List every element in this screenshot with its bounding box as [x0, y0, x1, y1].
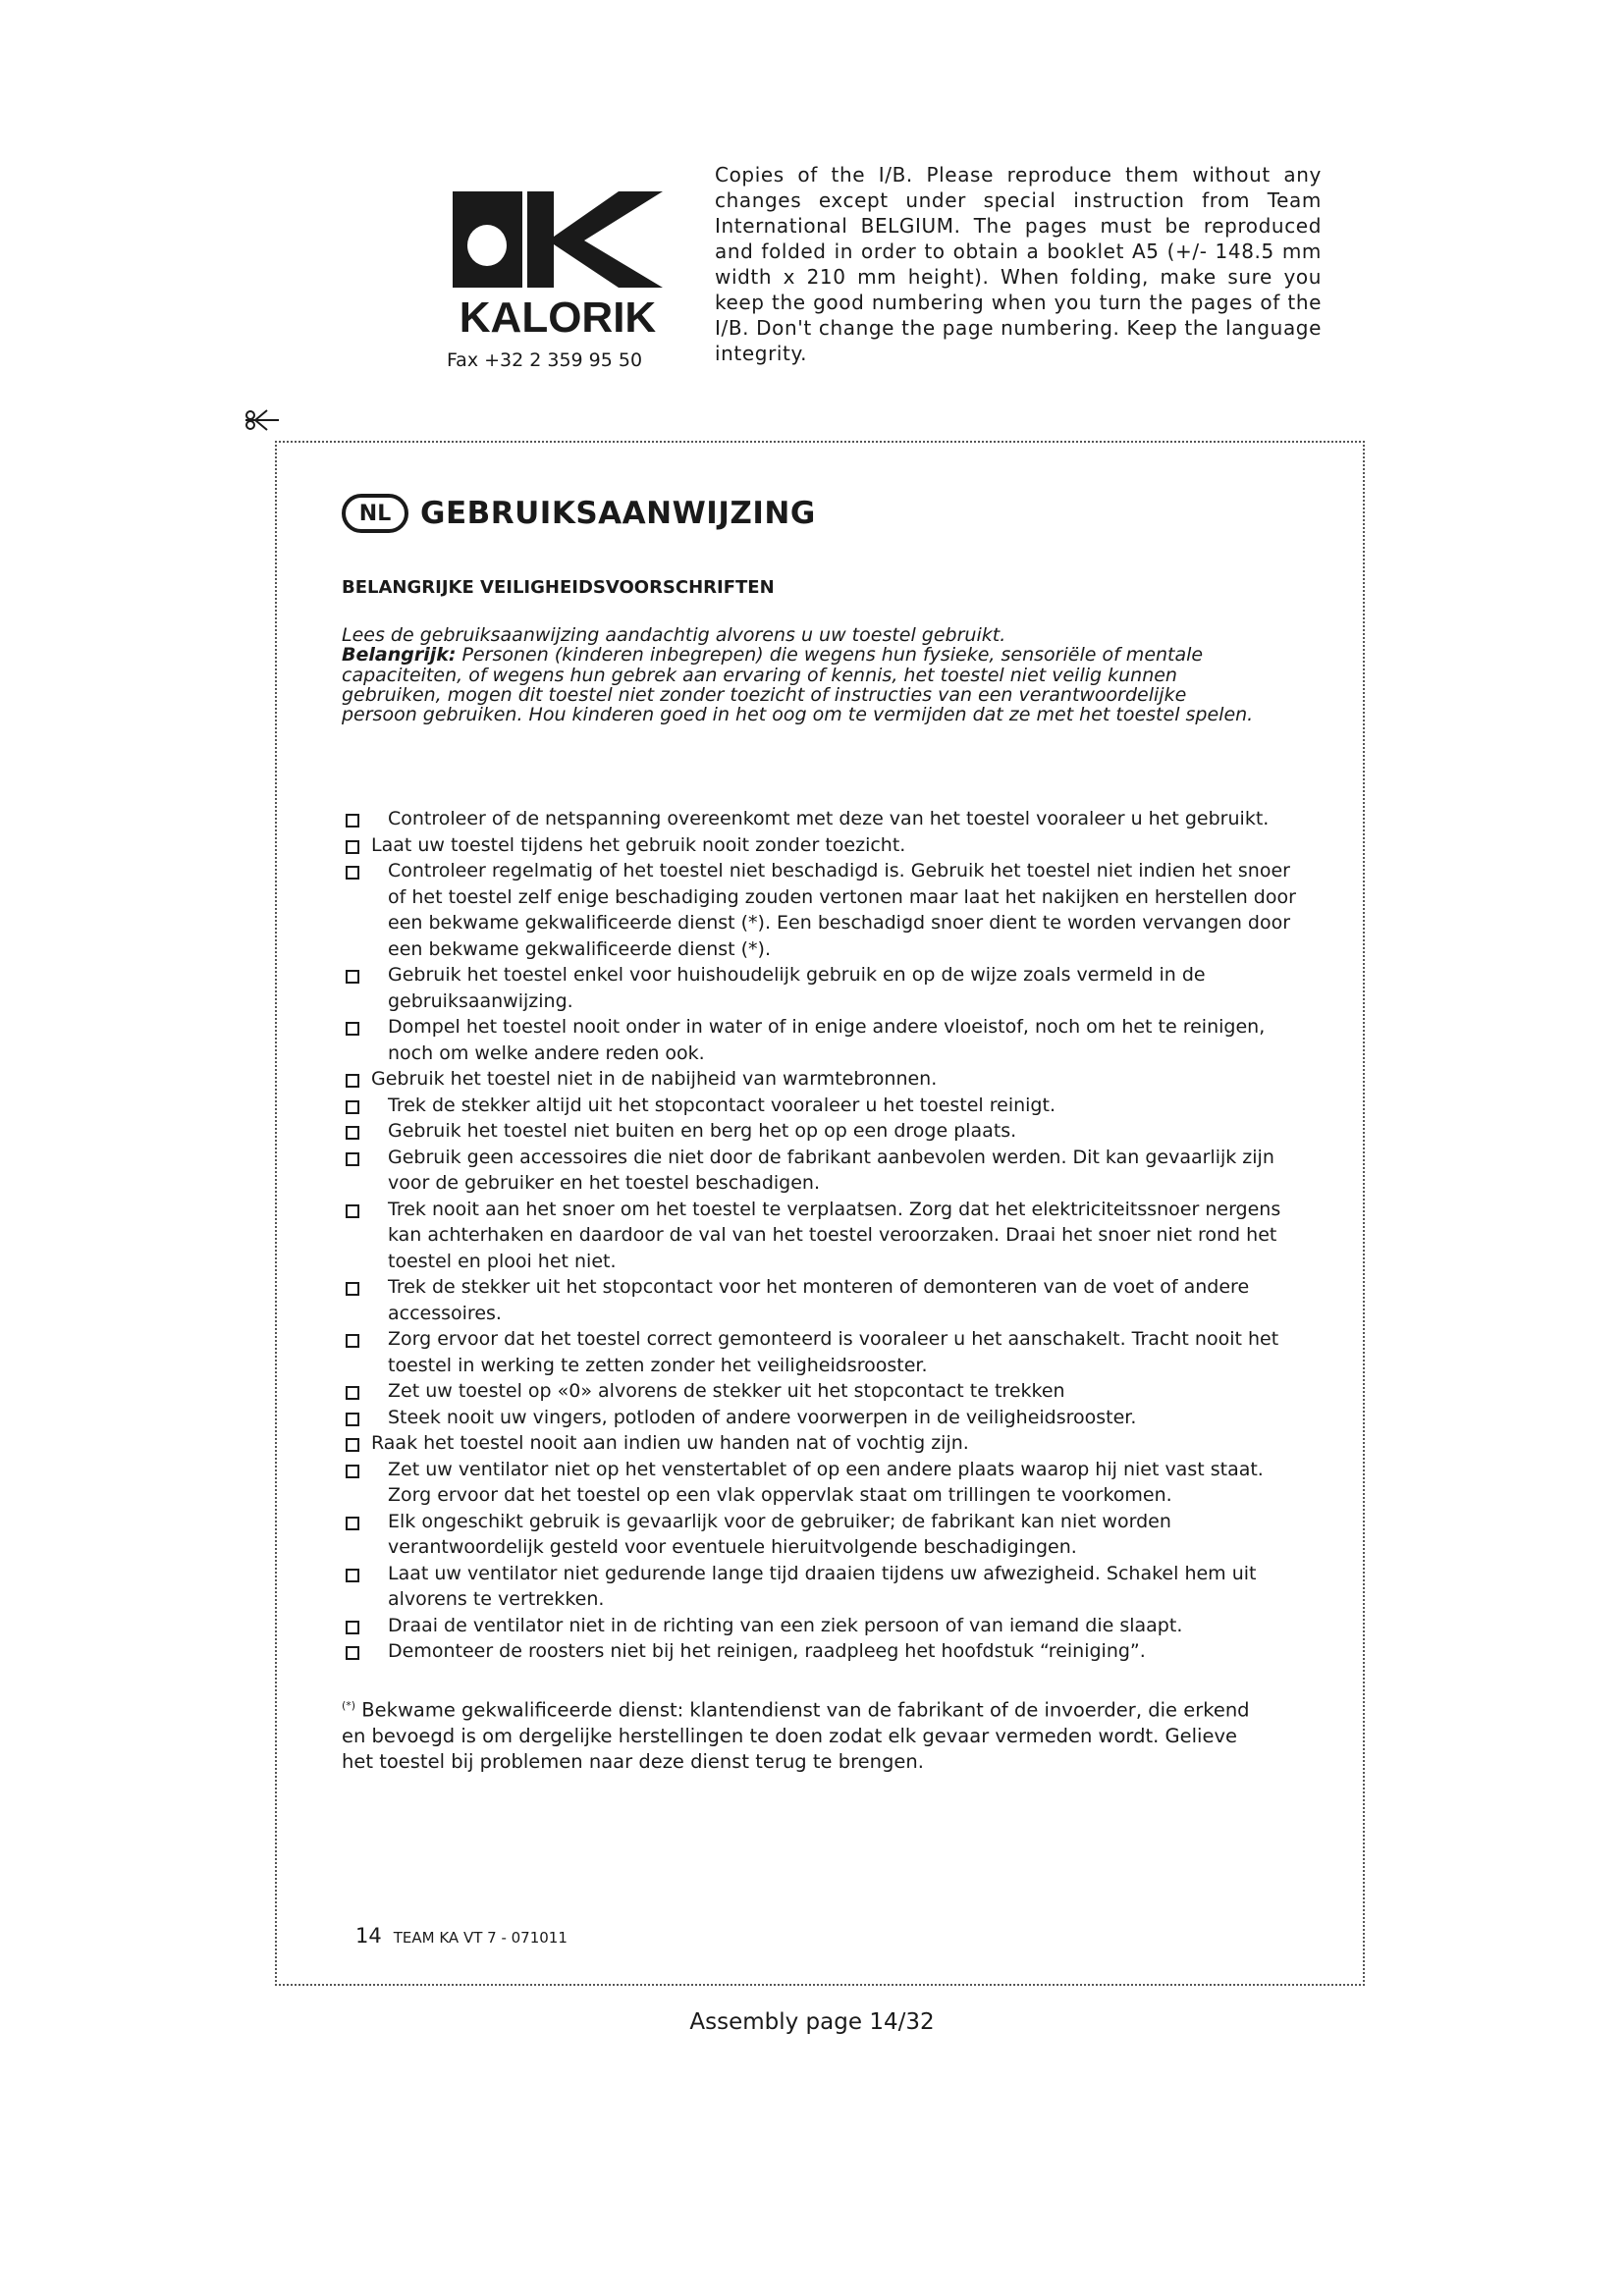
- list-item-text: Laat uw toestel tijdens het gebruik nooit zonder toezicht.: [371, 833, 906, 856]
- list-item: [344, 858, 1296, 962]
- list-item: [344, 1509, 1296, 1561]
- list-item-text: Steek nooit uw vingers, potloden of andere voorwerpen in de veiligheidsrooster.: [388, 1406, 1137, 1428]
- checkbox-icon: [346, 1282, 359, 1296]
- checkbox-icon: [346, 1152, 359, 1166]
- intro-label: Belangrijk:: [342, 644, 457, 667]
- checkbox-icon: [346, 1204, 359, 1218]
- copies-notice: Copies of the I/B. Please reproduce them without any changes except under special instruction from Team International BELGIUM. The pages must be reproduced and folded in order to obtain a booklet A5 (+/- 148.5 mm width x 210 mm height). When folding, make sure you keep the good numbering when you turn the pages of the I/B. Don't change the page numbering. Keep the language integrity.: [715, 163, 1322, 365]
- footnote: [342, 1693, 1255, 1775]
- checkbox-icon: [346, 1022, 359, 1036]
- list-item: [344, 962, 1296, 1014]
- checkbox-icon: [346, 1569, 359, 1582]
- page-footer: [355, 1924, 568, 1948]
- checkbox-icon: [346, 866, 359, 880]
- list-item: [344, 1561, 1296, 1613]
- list-item-text: Gebruik geen accessoires die niet door de fabrikant aanbevolen werden. Dit kan gevaarlijk zijn voor de gebruiker en het toestel beschadigen.: [388, 1146, 1274, 1194]
- scissors-icon: [242, 407, 281, 433]
- list-item: [344, 1197, 1296, 1275]
- document-code: TEAM KA VT 7 - 071011: [393, 1929, 568, 1947]
- list-item-text: Elk ongeschikt gebruik is gevaarlijk voor de gebruiker; de fabrikant kan niet worden verantwoordelijk gesteld voor eventuele hieruitvolgende beschadigingen.: [388, 1510, 1171, 1558]
- list-item-text: Trek de stekker altijd uit het stopcontact vooraleer u het toestel reinigt.: [388, 1094, 1056, 1116]
- language-badge: NL: [342, 494, 408, 533]
- list-item-text: Draai de ventilator niet in de richting van een ziek persoon of van iemand die slaapt.: [388, 1614, 1183, 1636]
- list-item: [344, 1638, 1296, 1665]
- checkbox-icon: [346, 1465, 359, 1478]
- checkbox-icon: [346, 1386, 359, 1400]
- list-item-text: Gebruik het toestel niet buiten en berg het op op een droge plaats.: [388, 1120, 1017, 1142]
- page-number: 14: [355, 1924, 382, 1948]
- list-item-text: Controleer of de netspanning overeenkomt met deze van het toestel vooraleer u het gebruikt.: [388, 808, 1270, 829]
- list-item: [344, 1405, 1296, 1431]
- list-item: [344, 1613, 1296, 1639]
- list-item-text: Raak het toestel nooit aan indien uw handen nat of vochtig zijn.: [371, 1432, 969, 1454]
- list-item-text: Demonteer de roosters niet bij het reinigen, raadpleeg het hoofdstuk “reiniging”.: [388, 1640, 1146, 1662]
- list-item: [344, 1093, 1296, 1119]
- list-item: [344, 806, 1296, 832]
- list-item-text: Gebruik het toestel enkel voor huishoudelijk gebruik en op de wijze zoals vermeld in de gebruiksaanwijzing.: [388, 964, 1206, 1012]
- logo-wordmark: KALORIK: [459, 294, 657, 337]
- list-item-text: Zorg ervoor dat het toestel correct gemonteerd is vooraleer u het aanschakelt. Tracht nooit het toestel in werking te zetten zonder het veiligheidsrooster.: [388, 1328, 1279, 1376]
- checkbox-icon: [346, 1621, 359, 1634]
- list-item: [344, 1457, 1296, 1509]
- list-item: [344, 1378, 1296, 1405]
- assembly-page-label: Assembly page 14/32: [689, 2009, 935, 2035]
- list-item: [344, 1145, 1296, 1197]
- list-item: [344, 1430, 1296, 1457]
- list-item-text: Zet uw toestel op «0» alvorens de stekker uit het stopcontact te trekken: [388, 1380, 1065, 1402]
- list-item-text: Laat uw ventilator niet gedurende lange tijd draaien tijdens uw afwezigheid. Schakel hem uit alvorens te vertrekken.: [388, 1562, 1257, 1610]
- checkbox-icon: [346, 1100, 359, 1114]
- kalorik-logo: [447, 189, 670, 337]
- fax-number: Fax +32 2 359 95 50: [447, 349, 643, 371]
- checkbox-icon: [346, 970, 359, 984]
- list-item-text: Trek nooit aan het snoer om het toestel te verplaatsen. Zorg dat het elektriciteitssnoer nergens kan achterhaken en daardoor de val van het toestel veroorzaken. Draai het snoer niet rond het toestel en plooi het niet.: [388, 1198, 1281, 1272]
- intro-important: [342, 645, 1255, 724]
- checkbox-icon: [346, 1074, 359, 1088]
- checkbox-icon: [346, 1646, 359, 1660]
- checkbox-icon: [346, 840, 359, 854]
- list-item: [344, 1118, 1296, 1145]
- intro-line: Lees de gebruiksaanwijzing aandachtig alvorens u uw toestel gebruikt.: [342, 624, 1006, 646]
- list-item-text: Gebruik het toestel niet in de nabijheid van warmtebronnen.: [371, 1068, 938, 1090]
- checkbox-icon: [346, 1334, 359, 1348]
- intro-text: Personen (kinderen inbegrepen) die wegens hun fysieke, sensoriële of mentale capaciteiten, of wegens hun gebrek aan ervaring of kennis, het toestel niet veilig kunnen gebruiken, mogen dit toestel niet zonder toezicht of instructies van een verantwoordelijke persoon gebruiken. Hou kinderen goed in het oog om te vermijden dat ze met het toestel spelen.: [342, 644, 1254, 726]
- list-item: [344, 1274, 1296, 1326]
- checkbox-icon: [346, 814, 359, 828]
- list-item: [344, 1066, 1296, 1093]
- intro-paragraph: [342, 625, 1255, 724]
- page-title: [342, 494, 816, 533]
- list-item: [344, 1326, 1296, 1378]
- list-item-text: Zet uw ventilator niet op het venstertablet of op een andere plaats waarop hij niet vast staat. Zorg ervoor dat het toestel op een vlak oppervlak staat om trillingen te voorkomen.: [388, 1458, 1264, 1506]
- checkbox-icon: [346, 1126, 359, 1140]
- list-item: [344, 832, 1296, 859]
- safety-list: [344, 806, 1296, 1665]
- list-item-text: Dompel het toestel nooit onder in water of in enige andere vloeistof, noch om het te reinigen, noch om welke andere reden ook.: [388, 1016, 1266, 1064]
- section-title: BELANGRIJKE VEILIGHEIDSVOORSCHRIFTEN: [342, 577, 775, 598]
- footnote-text: Bekwame gekwalificeerde dienst: klantendienst van de fabrikant of de invoerder, die erkend en bevoegd is om dergelijke herstellingen te doen zodat elk gevaar vermeden wordt. Gelieve het toestel bij problemen naar deze dienst terug te brengen.: [342, 1698, 1250, 1773]
- list-item: [344, 1014, 1296, 1066]
- list-item-text: Trek de stekker uit het stopcontact voor het monteren of demonteren van de voet of andere accessoires.: [388, 1276, 1250, 1324]
- footnote-marker: (*): [342, 1699, 356, 1712]
- manual-title: GEBRUIKSAANWIJZING: [420, 496, 816, 531]
- checkbox-icon: [346, 1413, 359, 1426]
- list-item-text: Controleer regelmatig of het toestel niet beschadigd is. Gebruik het toestel niet indien het snoer of het toestel zelf enige beschadiging zouden vertonen maar laat het nakijken en herstellen door een bekwame gekwalificeerde dienst (*). Een beschadigd snoer dient te worden vervangen door een bekwame gekwalificeerde dienst (*).: [388, 860, 1296, 960]
- checkbox-icon: [346, 1517, 359, 1530]
- checkbox-icon: [346, 1438, 359, 1452]
